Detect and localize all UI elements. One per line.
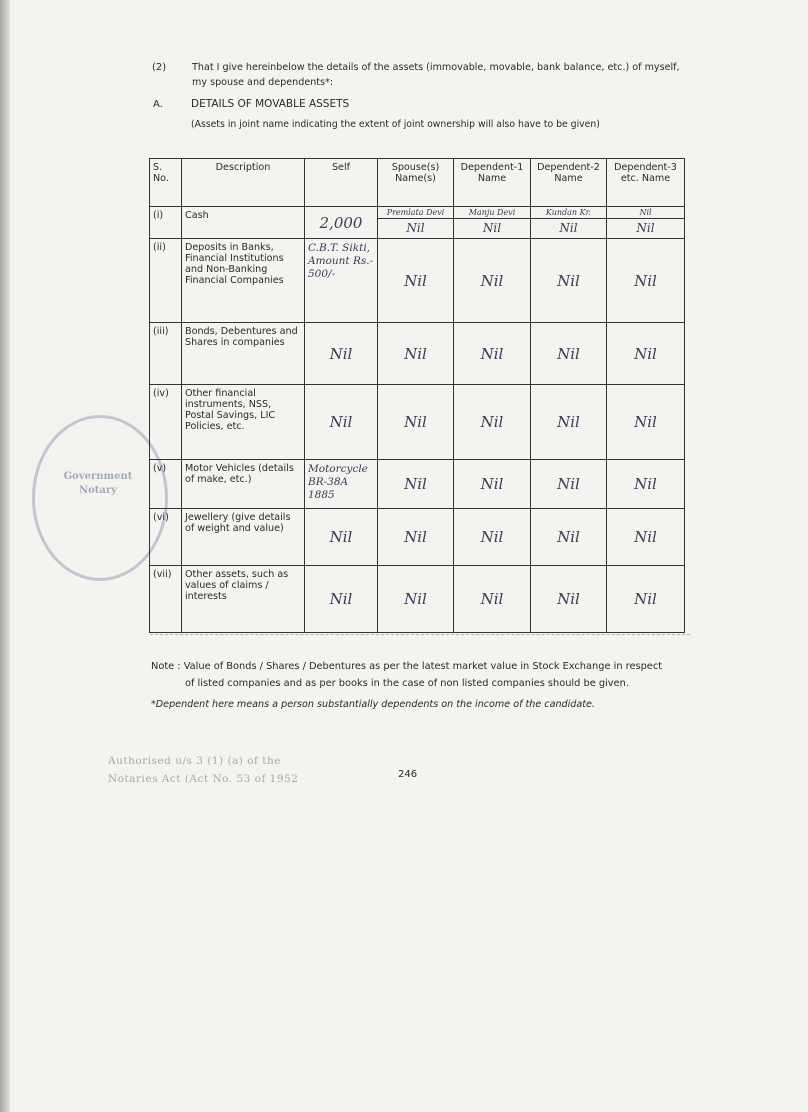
notary-seal-text: Government Notary (63, 471, 133, 496)
movable-assets-table (149, 158, 685, 633)
row-dependent-3 (607, 207, 685, 239)
row-self: Nil (305, 566, 378, 633)
row-dependent-3: Nil (607, 323, 685, 385)
row-dependent-1: Nil (454, 509, 531, 566)
row-dependent-2: Nil (531, 509, 607, 566)
row-dependent-3: Nil (607, 566, 685, 633)
footnote: *Dependent here means a person substantially dependents on the income of the candidate. (151, 699, 595, 710)
intro-number: (2) (152, 62, 167, 73)
row-spouse: Nil (378, 323, 454, 385)
row-description: Deposits in Banks, Financial Institutions and Non-Banking Financial Companies (182, 239, 305, 323)
header-sno: S. No. (150, 159, 182, 207)
row-dependent-2: Nil (531, 239, 607, 323)
table-row (150, 460, 685, 509)
row-spouse: Nil (378, 385, 454, 460)
row-description: Other financial instruments, NSS, Postal Savings, LIC Policies, etc. (182, 385, 305, 460)
row-dependent-1: Nil (454, 239, 531, 323)
divider (150, 634, 690, 635)
row-dependent-2: Nil (531, 385, 607, 460)
row-dependent-1: Nil (454, 385, 531, 460)
faded-line-1: Authorised u/s 3 (1) (a) of the (108, 755, 281, 767)
row-dependent-3: Nil (607, 385, 685, 460)
row-sno: (vi) (150, 509, 182, 566)
dependent-3-name: Nil (607, 208, 684, 219)
header-spouse: Spouse(s) Name(s) (378, 159, 454, 207)
notary-seal (32, 415, 168, 581)
header-description: Description (182, 159, 305, 207)
row-spouse-value: Nil (406, 221, 425, 235)
note-line-2: of listed companies and as per books in the case of non listed companies should be given. (185, 678, 629, 689)
row-dependent-3-value: Nil (636, 221, 655, 235)
row-description: Motor Vehicles (details of make, etc.) (182, 460, 305, 509)
row-dependent-3: Nil (607, 460, 685, 509)
row-self: Nil (305, 509, 378, 566)
note-label: Note : (151, 661, 181, 672)
faded-notary-text (108, 752, 298, 788)
page-number: 246 (398, 769, 418, 780)
row-dependent-1 (454, 207, 531, 239)
table-row (150, 385, 685, 460)
table-header-row (150, 159, 685, 207)
row-sno: (ii) (150, 239, 182, 323)
row-dependent-1: Nil (454, 460, 531, 509)
row-self: Motorcycle BR-38A 1885 (305, 460, 378, 509)
table-row (150, 239, 685, 323)
note (151, 658, 671, 692)
row-sno: (i) (150, 207, 182, 239)
intro-text: That I give hereinbelow the details of the assets (immovable, movable, bank balance, etc.) of myself, my spouse and dependents*: (192, 62, 680, 88)
row-description: Cash (182, 207, 305, 239)
row-spouse: Nil (378, 460, 454, 509)
row-sno: (v) (150, 460, 182, 509)
row-dependent-2: Nil (531, 566, 607, 633)
dependent-1-name: Manju Devi (454, 208, 530, 219)
row-dependent-3: Nil (607, 239, 685, 323)
row-description: Bonds, Debentures and Shares in companies (182, 323, 305, 385)
row-self: Nil (305, 323, 378, 385)
header-dependent-1: Dependent-1 Name (454, 159, 531, 207)
row-spouse (378, 207, 454, 239)
row-dependent-2-value: Nil (559, 221, 578, 235)
row-dependent-2 (531, 207, 607, 239)
row-self: Nil (305, 385, 378, 460)
section-subtitle: (Assets in joint name indicating the extent of joint ownership will also have to be given) (191, 119, 600, 130)
table-row (150, 509, 685, 566)
row-dependent-1: Nil (454, 566, 531, 633)
row-sno: (iv) (150, 385, 182, 460)
row-self: 2,000 (305, 207, 378, 239)
header-dependent-2: Dependent-2 Name (531, 159, 607, 207)
row-dependent-2: Nil (531, 323, 607, 385)
note-text-1: Value of Bonds / Shares / Debentures as per the latest market value in Stock Exchange in respect (183, 661, 663, 672)
header-dependent-3: Dependent-3 etc. Name (607, 159, 685, 207)
section-title: DETAILS OF MOVABLE ASSETS (191, 98, 350, 110)
row-dependent-2: Nil (531, 460, 607, 509)
header-self: Self (305, 159, 378, 207)
dependent-2-name: Kundan Kr. (531, 208, 606, 219)
row-dependent-1-value: Nil (482, 221, 502, 235)
row-sno: (vii) (150, 566, 182, 633)
spouse-name: Premlata Devi (378, 208, 453, 219)
row-spouse: Nil (378, 566, 454, 633)
row-description: Other assets, such as values of claims / interests (182, 566, 305, 633)
page-edge (0, 0, 10, 1112)
row-self: C.B.T. Sikti, Amount Rs.- 500/- (305, 239, 378, 323)
table-row (150, 566, 685, 633)
row-spouse: Nil (378, 239, 454, 323)
row-dependent-1: Nil (454, 323, 531, 385)
table-row (150, 323, 685, 385)
faded-line-2: Notaries Act (Act No. 53 of 1952 (108, 773, 299, 785)
row-dependent-3: Nil (607, 509, 685, 566)
section-letter: A. (153, 99, 163, 110)
row-description: Jewellery (give details of weight and value) (182, 509, 305, 566)
note-line-1 (151, 658, 671, 675)
row-sno: (iii) (150, 323, 182, 385)
row-spouse: Nil (378, 509, 454, 566)
table-row (150, 207, 685, 239)
